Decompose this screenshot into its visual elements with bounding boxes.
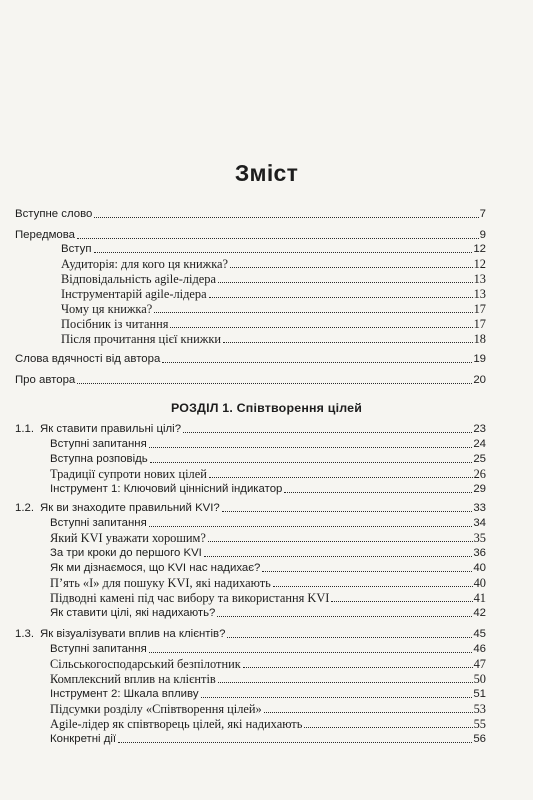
toc-chapter-number: 1.2.	[15, 502, 34, 514]
toc-entry-label: Після прочитання цієї книжки	[61, 332, 221, 346]
dot-leader	[170, 327, 472, 328]
toc-entry-page: 13	[473, 272, 486, 286]
toc-entry-page: 18	[473, 332, 486, 346]
toc-entry-page: 25	[473, 453, 486, 465]
dot-leader	[149, 652, 473, 653]
toc-entry-page: 20	[473, 374, 486, 386]
toc-entry-page: 34	[473, 517, 486, 529]
toc-subentry	[50, 468, 486, 481]
toc-entry-page: 23	[473, 423, 486, 435]
toc-subentry	[50, 733, 486, 746]
toc-subentry	[61, 243, 486, 256]
dot-leader	[149, 447, 473, 448]
toc-subentry	[50, 517, 486, 530]
toc-subentry	[50, 438, 486, 451]
dot-leader	[262, 571, 472, 572]
toc-subentry	[50, 688, 486, 701]
toc-entry-label: П’ять «І» для пошуку KVI, які надихають	[50, 576, 271, 590]
toc-entry-page: 19	[473, 353, 486, 365]
toc-entry-page: 51	[473, 688, 486, 700]
toc-subentry	[61, 333, 486, 346]
toc-entry-label: Сільськогосподарський безпілотник	[50, 657, 241, 671]
toc-entry-page: 40	[473, 562, 486, 574]
toc-subentry	[61, 303, 486, 316]
dot-leader	[94, 252, 473, 253]
dot-leader	[77, 238, 479, 239]
dot-leader	[94, 217, 478, 218]
toc-entry-label: Вступ	[61, 243, 92, 255]
toc-entry-label: Як ставити правильні цілі?	[40, 423, 182, 435]
toc-entry-label: Agile-лідер як співтворець цілей, які надихають	[50, 717, 303, 731]
toc-entry-page: 33	[473, 502, 486, 514]
dot-leader	[149, 526, 473, 527]
toc-entry	[15, 208, 486, 221]
toc-subentry	[61, 288, 486, 301]
toc-entry-label: Вступна розповідь	[50, 453, 148, 465]
toc-entry-label: Вступні запитання	[50, 438, 147, 450]
toc-entry-page: 29	[473, 483, 486, 495]
dot-leader	[331, 601, 472, 602]
toc-subentry	[50, 577, 486, 590]
toc-entry-label: Традиції супроти нових цілей	[50, 467, 207, 481]
toc-chapter	[15, 502, 486, 515]
toc-entry-page: 55	[473, 717, 486, 731]
toc-entry-label: Вступні запитання	[50, 517, 147, 529]
toc-subentry	[50, 673, 486, 686]
toc-entry-label: Відповідальність agile-лідера	[61, 272, 216, 286]
toc-entry-page: 17	[473, 317, 486, 331]
toc-entry-page: 12	[473, 257, 486, 271]
toc-entry	[15, 229, 486, 242]
toc-entry	[15, 374, 486, 387]
toc-subentry	[61, 258, 486, 271]
toc-entry-label: Інструмент 2: Шкала впливу	[50, 688, 199, 700]
toc-chapter	[15, 423, 486, 436]
dot-leader	[217, 616, 472, 617]
dot-leader	[273, 586, 473, 587]
dot-leader	[218, 282, 473, 283]
toc-entry-label: Комплексний вплив на клієнтів	[50, 672, 216, 686]
toc-entry-label: Як ви знаходите правильний KVI?	[40, 502, 220, 514]
dot-leader	[243, 667, 473, 668]
toc-subentry	[50, 592, 486, 605]
dot-leader	[264, 712, 473, 713]
toc-entry-label: Підсумки розділу «Співтворення цілей»	[50, 702, 262, 716]
dot-leader	[204, 556, 472, 557]
toc-entry-label: Посібник із читання	[61, 317, 169, 331]
dot-leader	[230, 267, 473, 268]
toc-entry-page: 42	[473, 607, 486, 619]
toc-subentry	[50, 643, 486, 656]
toc-chapter	[15, 628, 486, 641]
toc-subentry	[50, 562, 486, 575]
toc-entry-label: Вступне слово	[15, 208, 93, 220]
toc-entry-page: 53	[473, 702, 486, 716]
toc-subentry	[50, 658, 486, 671]
dot-leader	[118, 742, 472, 743]
page-title: Зміст	[234, 160, 299, 186]
dot-leader	[209, 477, 473, 478]
toc-entry-page: 35	[473, 531, 486, 545]
toc-entry-page: 47	[473, 657, 486, 671]
toc-entry-label: Про автора	[15, 374, 76, 386]
dot-leader	[304, 727, 472, 728]
toc-entry-label: Аудиторія: для кого ця книжка?	[61, 257, 229, 271]
toc-entry-page: 24	[473, 438, 486, 450]
toc-entry-label: Інструмент 1: Ключовий ціннісний індикатор	[50, 483, 283, 495]
toc-entry-page: 40	[473, 576, 486, 590]
toc-entry-page: 12	[473, 243, 486, 255]
toc-entry-label: Вступні запитання	[50, 643, 147, 655]
dot-leader	[284, 492, 472, 493]
toc-subentry	[50, 703, 486, 716]
toc-entry-page: 45	[473, 628, 486, 640]
toc-subentry	[50, 547, 486, 560]
toc-entry-label: Підводні камені під час вибору та використання KVI	[50, 591, 330, 605]
toc-entry-page: 36	[473, 547, 486, 559]
dot-leader	[201, 697, 473, 698]
toc-entry-label: Який KVI уважати хорошим?	[50, 531, 206, 545]
dot-leader	[222, 511, 473, 512]
toc-entry	[15, 353, 486, 366]
dot-leader	[154, 312, 472, 313]
dot-leader	[150, 462, 473, 463]
section-heading: РОЗДІЛ 1. Співтворення цілей	[170, 401, 363, 415]
dot-leader	[208, 541, 473, 542]
toc-subentry	[50, 532, 486, 545]
toc-entry-page: 56	[473, 733, 486, 745]
toc-entry-page: 50	[473, 672, 486, 686]
toc-entry-label: За три кроки до першого KVI	[50, 547, 202, 559]
toc-entry-label: Як ставити цілі, які надихають?	[50, 607, 216, 619]
toc-entry-page: 13	[473, 287, 486, 301]
toc-entry-page: 41	[473, 591, 486, 605]
dot-leader	[223, 342, 473, 343]
toc-subentry	[50, 607, 486, 620]
toc-entry-label: Як візуалізувати вплив на клієнтів?	[40, 628, 226, 640]
toc-entry-page: 46	[473, 643, 486, 655]
dot-leader	[218, 682, 473, 683]
toc-chapter-number: 1.3.	[15, 628, 34, 640]
toc-entry-page: 7	[479, 208, 486, 220]
dot-leader	[183, 432, 472, 433]
toc-subentry	[50, 718, 486, 731]
toc-entry-page: 17	[473, 302, 486, 316]
toc-entry-page: 26	[473, 467, 486, 481]
toc-subentry	[61, 318, 486, 331]
toc-subentry	[50, 483, 486, 496]
toc-entry-label: Як ми дізнаємося, що KVI нас надихає?	[50, 562, 261, 574]
toc-entry-label: Чому ця книжка?	[61, 302, 153, 316]
toc-entry-label: Конкретні дії	[50, 733, 117, 745]
toc-subentry	[61, 273, 486, 286]
dot-leader	[227, 637, 472, 638]
toc-subentry	[50, 453, 486, 466]
toc-entry-page: 9	[479, 229, 486, 241]
toc-entry-label: Слова вдячності від автора	[15, 353, 161, 365]
toc-chapter-number: 1.1.	[15, 423, 34, 435]
toc-entry-label: Інструментарій agile-лідера	[61, 287, 207, 301]
dot-leader	[209, 297, 473, 298]
toc-entry-label: Передмова	[15, 229, 76, 241]
dot-leader	[162, 362, 472, 363]
dot-leader	[77, 383, 472, 384]
